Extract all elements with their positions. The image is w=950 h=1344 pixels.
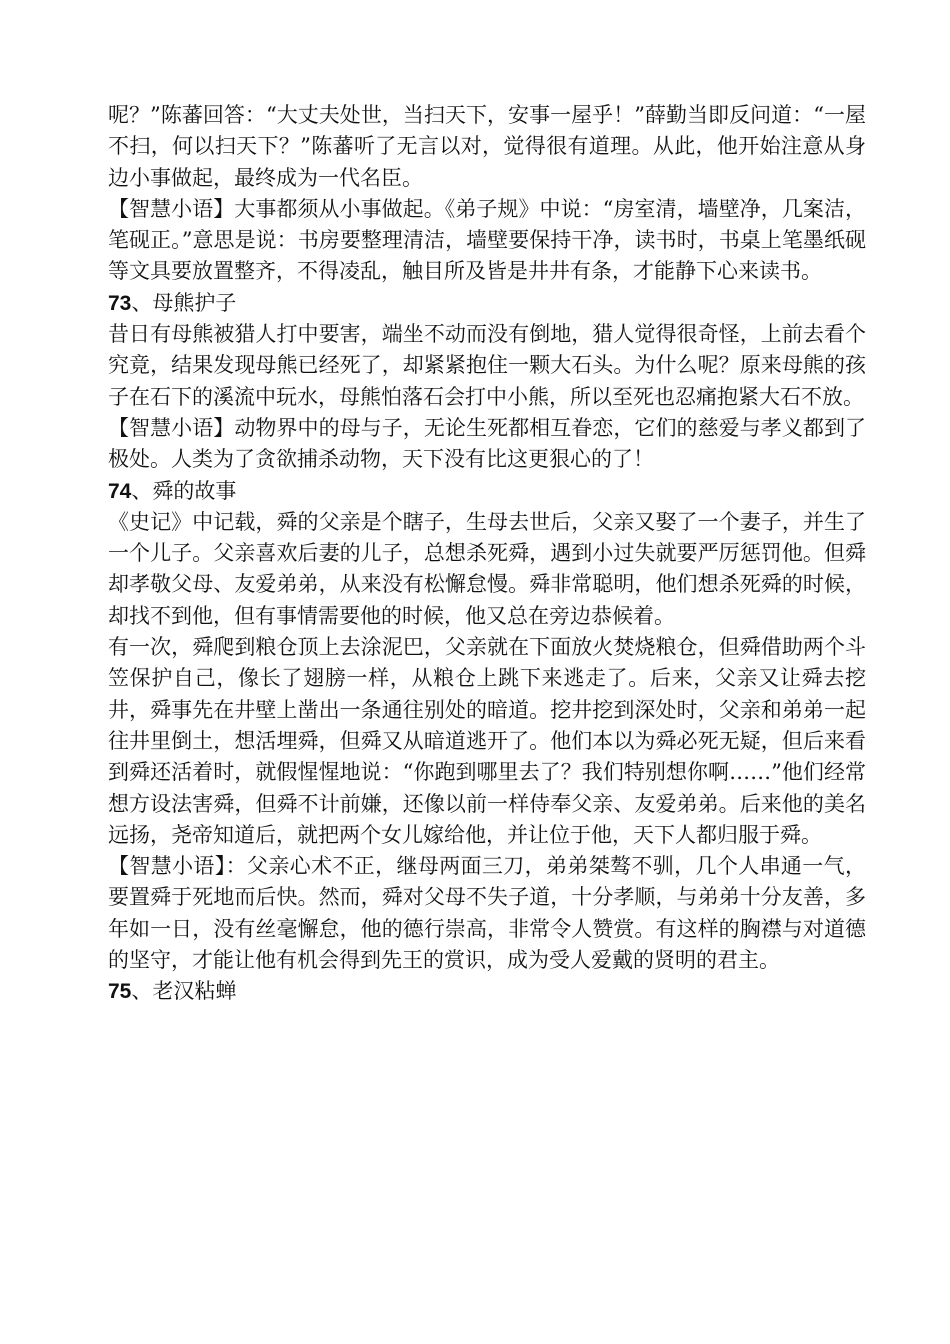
heading-number: 74: [108, 479, 132, 503]
document-page: [108, 100, 866, 1008]
paragraph-shun-story-part1: 《史记》中记载，舜的父亲是个瞎子，生母去世后，父亲又娶了一个妻子，并生了一个儿子。父亲喜欢后妻的儿子，总想杀死舜，遇到小过失就要严厉惩罚他。但舜却孝敬父母、友爱弟弟，从来没有松懈怠慢。舜非常聪明，他们想杀死舜的时候，却找不到他，但有事情需要他的时候，他又总在旁边恭候着。: [108, 509, 866, 628]
paragraph-wisdom-note-73: 【智慧小语】动物界中的母与子，无论生死都相互眷恋，它们的慈爱与孝义都到了极处。人类为了贪欲捕杀动物，天下没有比这更狠心的了！: [108, 415, 866, 472]
paragraph-mother-bear-story: 昔日有母熊被猎人打中要害，端坐不动而没有倒地，猎人觉得很奇怪，上前去看个究竟，结果发现母熊已经死了，却紧紧抱住一颗大石头。为什么呢？原来母熊的孩子在石下的溪流中玩水，母熊怕落石会打中小熊，所以至死也忍痛抱紧大石不放。: [108, 322, 866, 409]
paragraph-chen-fan-story-end: 呢？”陈蕃回答：“大丈夫处世，当扫天下，安事一屋乎！”薛勤当即反问道：“一屋不扫，何以扫天下？”陈蕃听了无言以对，觉得很有道理。从此，他开始注意从身边小事做起，最终成为一代名臣。: [108, 103, 866, 190]
heading-number: 73: [108, 291, 132, 315]
paragraph-shun-story-part2: 有一次，舜爬到粮仓顶上去涂泥巴，父亲就在下面放火焚烧粮仓，但舜借助两个斗笠保护自己，像长了翅膀一样，从粮仓上跳下来逃走了。后来，父亲又让舜去挖井，舜事先在井壁上凿出一条通往别处的暗道。挖井挖到深处时，父亲和弟弟一起往井里倒土，想活埋舜，但舜又从暗道逃开了。他们本以为舜必死无疑，但后来看到舜还活着时，就假惺惺地说：“你跑到哪里去了？我们特别想你啊……”他们经常想方设法害舜，但舜不计前嫌，还像以前一样侍奉父亲、友爱弟弟。后来他的美名远扬，尧帝知道后，就把两个女儿嫁给他，并让位于他，天下人都归服于舜。: [108, 635, 866, 847]
heading-title: 、母熊护子: [131, 290, 237, 315]
heading-title: 、舜的故事: [131, 478, 237, 503]
section-heading-73: [108, 288, 866, 319]
heading-number: 75: [108, 980, 132, 1004]
paragraph-wisdom-note-72: 【智慧小语】大事都须从小事做起。《弟子规》中说：“房室清，墙壁净，几案洁，笔砚正。”意思是说：书房要整理清洁，墙壁要保持干净，读书时，书桌上笔墨纸砚等文具要放置整齐，不得凌乱，触目所及皆是井井有条，才能静下心来读书。: [108, 196, 866, 284]
heading-title: 、老汉粘蝉: [131, 979, 237, 1004]
paragraph-wisdom-note-74: 【智慧小语】：父亲心术不正，继母两面三刀，弟弟桀骜不驯，几个人串通一气，要置舜于死地而后快。然而，舜对父母不失子道，十分孝顺，与弟弟十分友善，多年如一日，没有丝毫懈怠，他的德行崇高，非常令人赞赏。有这样的胸襟与对道德的坚守，才能让他有机会得到先王的赏识，成为受人爱戴的贤明的君主。: [108, 854, 866, 973]
section-heading-74: [108, 476, 866, 507]
section-heading-75: [108, 976, 866, 1007]
